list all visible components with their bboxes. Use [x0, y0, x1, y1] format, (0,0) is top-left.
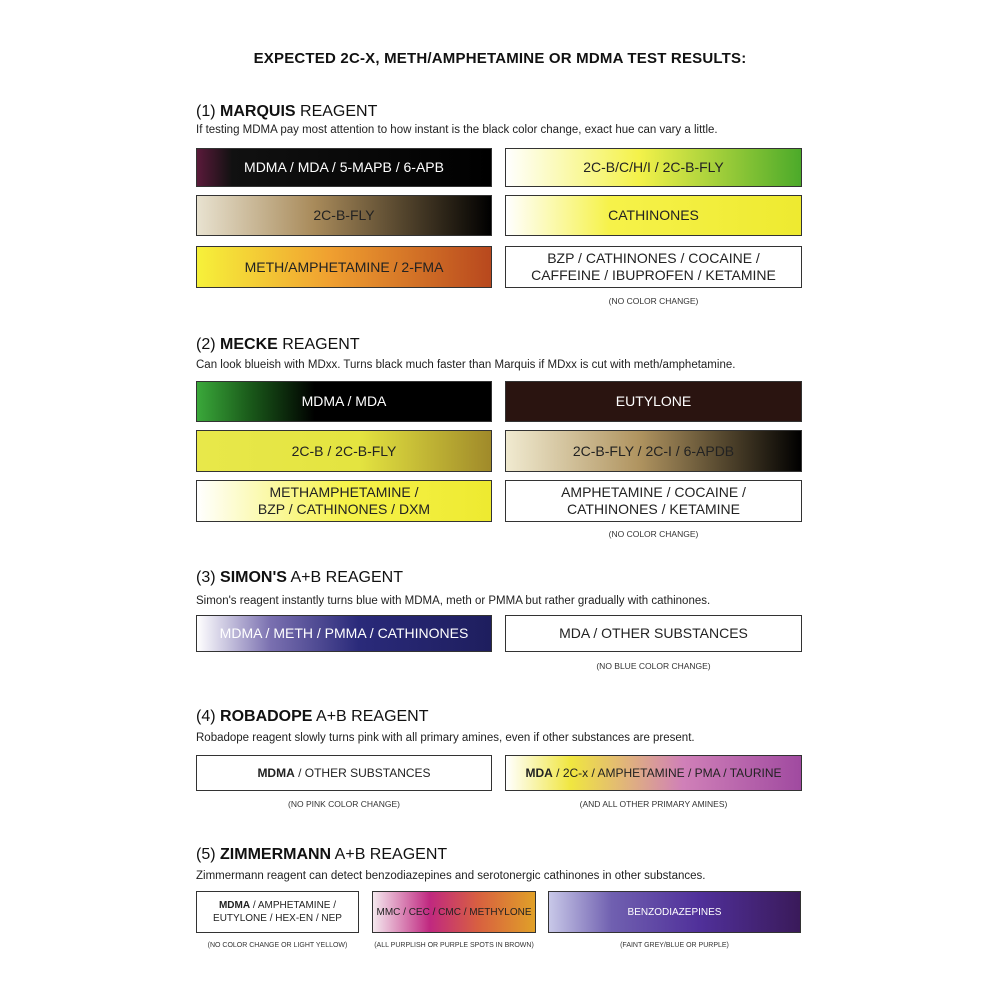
reagent-name: MARQUIS: [220, 103, 296, 120]
result-label-bold: MDA: [525, 765, 553, 780]
result-box: [505, 148, 802, 187]
section-number: (2): [196, 336, 216, 353]
result-label: BENZODIAZEPINES: [627, 906, 722, 918]
result-box: [196, 480, 492, 522]
section-number: (5): [196, 846, 216, 863]
reagent-suffix: A+B REAGENT: [316, 708, 429, 725]
section-heading-robadope: [196, 708, 429, 726]
result-box: [196, 246, 492, 288]
result-box: [196, 615, 492, 652]
result-box: [196, 891, 359, 933]
result-note: (NO BLUE COLOR CHANGE): [596, 661, 711, 671]
result-box: [196, 755, 492, 791]
result-note: (FAINT GREY/BLUE OR PURPLE): [620, 942, 729, 949]
reagent-suffix: REAGENT: [300, 103, 378, 120]
page-title: EXPECTED 2C-X, METH/AMPHETAMINE OR MDMA TEST RESULTS:: [253, 50, 747, 67]
section-number: (3): [196, 569, 216, 586]
result-box: [505, 381, 802, 422]
section-description: Simon's reagent instantly turns blue with MDMA, meth or PMMA but rather gradually with cathinones.: [196, 595, 711, 607]
result-box: [196, 430, 492, 472]
result-box: [505, 430, 802, 472]
result-note: (NO COLOR CHANGE): [608, 296, 699, 306]
result-box: [505, 195, 802, 236]
result-box: [196, 148, 492, 187]
section-heading-zimmermann: [196, 846, 447, 864]
result-box: [372, 891, 536, 933]
result-note: (ALL PURPLISH OR PURPLE SPOTS IN BROWN): [374, 942, 534, 949]
result-note: (NO PINK COLOR CHANGE): [288, 799, 400, 809]
result-label: 2C-B-FLY / 2C-I / 6-APDB: [572, 442, 735, 459]
reagent-suffix: REAGENT: [282, 336, 360, 353]
result-box: [505, 480, 802, 522]
result-note: (AND ALL OTHER PRIMARY AMINES): [579, 799, 728, 809]
reagent-name: SIMON'S: [220, 569, 287, 586]
reagent-suffix: A+B REAGENT: [290, 569, 403, 586]
result-label: CATHINONES / KETAMINE: [567, 501, 740, 517]
result-label: AMPHETAMINE / COCAINE /: [561, 484, 746, 500]
result-box: [505, 246, 802, 288]
result-label: MDA / OTHER SUBSTANCES: [559, 625, 748, 641]
result-label-bold: MDMA: [257, 765, 295, 780]
result-label: METHAMPHETAMINE /: [269, 484, 419, 500]
reagent-name: ROBADOPE: [220, 708, 313, 725]
section-description: Zimmermann reagent can detect benzodiazepines and serotonergic cathinones in other substances.: [196, 870, 706, 882]
result-label: BZP / CATHINONES / COCAINE /: [547, 250, 760, 266]
result-label: / AMPHETAMINE /: [250, 900, 337, 911]
reagent-suffix: A+B REAGENT: [334, 846, 448, 863]
result-label: MMC / CEC / CMC / METHYLONE: [376, 906, 532, 918]
result-label: / 2C-x / AMPHETAMINE / PMA / TAURINE: [552, 765, 782, 780]
section-description: Can look blueish with MDxx. Turns black much faster than Marquis if MDxx is cut with meth/amphetamine.: [196, 359, 736, 371]
result-label: 2C-B / 2C-B-FLY: [291, 442, 397, 459]
section-heading-mecke: [196, 336, 360, 354]
result-label: EUTYLONE: [615, 393, 692, 409]
result-note: (NO COLOR CHANGE OR LIGHT YELLOW): [207, 942, 348, 949]
result-label: / OTHER SUBSTANCES: [294, 765, 431, 780]
section-number: (1): [196, 103, 216, 120]
result-box: [505, 755, 802, 791]
result-label: MDMA / METH / PMMA / CATHINONES: [219, 625, 469, 641]
result-label: CAFFEINE / IBUPROFEN / KETAMINE: [531, 267, 776, 283]
result-note: (NO COLOR CHANGE): [608, 529, 699, 539]
section-heading-simons: [196, 569, 403, 587]
result-label: MDMA / MDA / 5-MAPB / 6-APB: [244, 159, 444, 175]
reagent-name: MECKE: [220, 336, 278, 353]
result-label: EUTYLONE / HEX-EN / NEP: [213, 913, 342, 924]
section-heading-marquis: [196, 103, 377, 121]
section-description: If testing MDMA pay most attention to how instant is the black color change, exact hue can vary a little.: [196, 124, 718, 136]
section-description: Robadope reagent slowly turns pink with all primary amines, even if other substances are present.: [196, 732, 695, 744]
result-label-bold: MDMA: [218, 900, 251, 911]
result-box: [196, 195, 492, 236]
result-label: CATHINONES: [608, 207, 699, 223]
result-label: 2C-B/C/H/I / 2C-B-FLY: [583, 159, 724, 175]
result-box: [505, 615, 802, 652]
result-label: MDMA / MDA: [301, 393, 387, 409]
reagent-name: ZIMMERMANN: [220, 846, 332, 863]
result-label: 2C-B-FLY: [313, 207, 375, 223]
section-number: (4): [196, 708, 216, 725]
result-box: [196, 381, 492, 422]
result-box: [548, 891, 801, 933]
result-label: METH/AMPHETAMINE / 2-FMA: [244, 258, 444, 275]
result-label: BZP / CATHINONES / DXM: [257, 501, 431, 517]
